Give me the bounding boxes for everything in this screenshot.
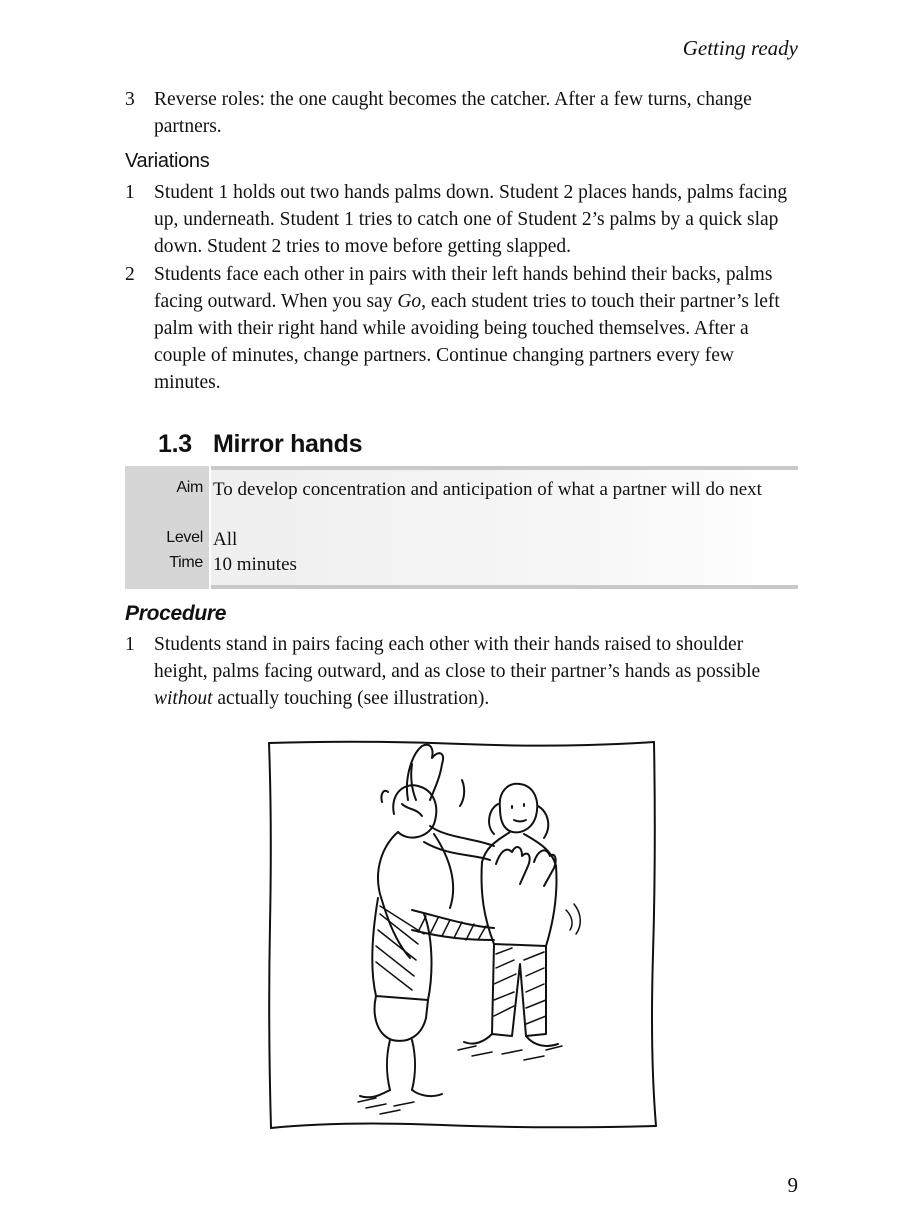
list-item-text <box>154 261 800 396</box>
page-number: 9 <box>787 1173 798 1197</box>
running-head: Getting ready <box>682 36 798 60</box>
aim-label: Aim <box>176 479 203 496</box>
left-figure <box>358 745 494 1114</box>
list-item <box>125 261 800 396</box>
text-segment: Students face each other in pairs with their left hands behind their backs, palms facing outward. When you say <box>154 264 773 312</box>
time-label: Time <box>169 554 203 571</box>
frame-line <box>652 742 656 1126</box>
procedure-heading: Procedure <box>125 602 227 625</box>
right-figure <box>458 784 580 1060</box>
level-label: Level <box>166 529 203 546</box>
variations-heading: Variations <box>125 150 210 172</box>
section-title-text: Mirror hands <box>213 430 363 458</box>
aim-value: To develop concentration and anticipation of what a partner will do next <box>213 479 762 500</box>
list-item <box>125 631 800 712</box>
level-value: All <box>213 529 238 550</box>
list-item-text: Student 1 holds out two hands palms down. Student 2 places hands, palms facing up, underneath. Student 1 tries to catch one of Student 2’s palms by a quick slap down. Student 2 tries to move before getting slapped. <box>154 182 788 257</box>
text-emphasis: without <box>154 688 213 709</box>
text-segment: Students stand in pairs facing each other with their hands raised to shoulder height, palms facing outward, and as close to their partner’s hands as possible <box>154 634 761 682</box>
list-item-number: 3 <box>125 89 135 110</box>
section-title <box>158 430 362 459</box>
info-labels-column <box>125 466 209 589</box>
list-item-text: Reverse roles: the one caught becomes the catcher. After a few turns, change partners. <box>154 89 752 137</box>
frame-line <box>269 743 271 1128</box>
list-item-number: 2 <box>125 264 135 285</box>
frame-line <box>269 742 654 746</box>
section-number: 1.3 <box>158 430 192 458</box>
frame-line <box>271 1124 656 1128</box>
list-item <box>125 86 800 140</box>
list-item <box>125 179 800 260</box>
activity-info-box <box>125 466 798 589</box>
list-item-text <box>154 631 800 712</box>
mirror-hands-illustration <box>262 734 660 1136</box>
list-item-number: 1 <box>125 634 135 655</box>
text-emphasis: Go <box>397 291 422 312</box>
text-segment: , each student tries to touch their partner’s left palm with their right hand while avoiding being touched themselves. After a couple of minutes, change partners. Continue changing partners every few minutes. <box>154 291 780 393</box>
list-item-number: 1 <box>125 182 135 203</box>
text-segment: actually touching (see illustration). <box>212 688 490 709</box>
info-values-column <box>211 466 798 589</box>
time-value: 10 minutes <box>213 554 297 575</box>
